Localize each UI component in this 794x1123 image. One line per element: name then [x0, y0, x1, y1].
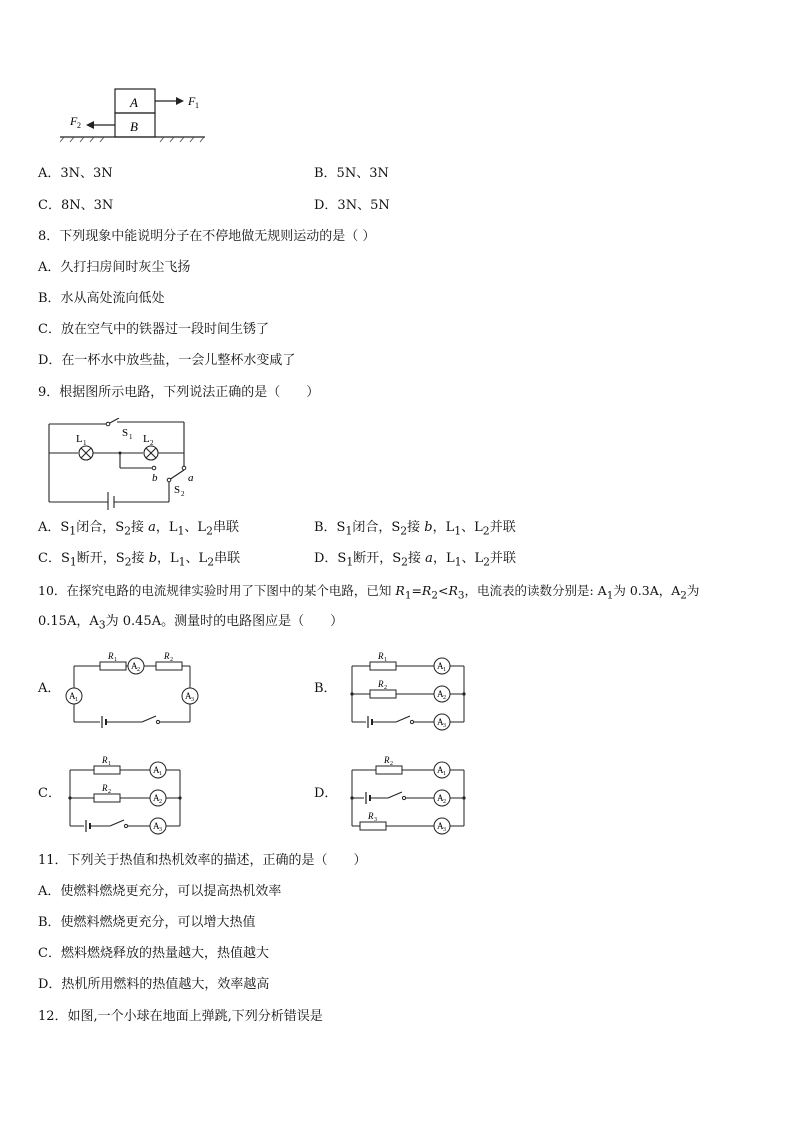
q10a-r1-label: R: [108, 651, 114, 661]
q10d-switch: [388, 792, 402, 798]
q10b-r2-sub: 2: [384, 685, 387, 691]
q10c-ammeter-3-label: A: [153, 821, 160, 831]
block-a-label: A: [130, 95, 138, 110]
q10-circuit-c: [62, 752, 192, 838]
q10-stem-line1: 10．在探究电路的电流规律实验时用了下图中的某个电路，已知 $R_1=R_2<R_3$，电流表的读数分别是: $A_1$为 0.3A，$A_2$为: [38, 583, 700, 602]
q9-b-label: b: [152, 472, 158, 484]
q10b-ammeter-1-sub: 1: [443, 667, 446, 673]
q10-label-a: A．: [38, 681, 61, 696]
q10a-r2-sub: 2: [170, 657, 173, 663]
q10a-switch-contact: [156, 720, 159, 723]
force2-label: F: [70, 114, 78, 128]
q10b-ammeter-3-label: A: [437, 717, 444, 727]
q10a-r1: [100, 662, 126, 670]
q10d-node-right: [462, 796, 465, 799]
q8-option-d: D．在一杯水中放些盐，一会儿整杯水变咸了: [38, 353, 296, 368]
q10-circuit-a: [62, 648, 212, 730]
q9-l2-label: L: [143, 433, 150, 445]
q10c-r2-label: R: [102, 783, 108, 793]
q10-stem-line2: 0.15A，$A_3$为 0.45A。测量时的电路图应是（ ）: [38, 614, 344, 632]
force1-label: F: [188, 94, 196, 108]
q10b-switch: [396, 716, 410, 722]
q12-stem: 12．如图,一个小球在地面上弹跳,下列分析错误是: [38, 1009, 323, 1024]
q10c-ammeter-2-sub: 2: [159, 799, 162, 805]
q9-s2-label: S: [174, 484, 181, 496]
q8-option-a: A．久打扫房间时灰尘飞扬: [38, 260, 191, 275]
q10b-r1: [370, 662, 396, 670]
q9-a-label: a: [188, 472, 194, 484]
q10-label-d: D．: [314, 786, 338, 801]
q10d-ammeter-2-label: A: [437, 793, 444, 803]
q10a-r2: [156, 662, 182, 670]
q9-l1-label: L: [76, 433, 83, 445]
q11-option-c: C．燃料燃烧释放的热量越大，热值越大: [38, 946, 269, 961]
q9-option-a: A．$S_1$闭合，$S_2$接 a，$L_1$、$L_2$串联: [38, 520, 239, 538]
q10a-switch: [142, 716, 156, 722]
q7-option-c: C．8N、3N: [38, 198, 114, 213]
q9-option-d: D．$S_1$断开，$S_2$接 a，$L_1$、$L_2$并联: [314, 551, 517, 569]
q10d-ammeter-3-sub: 3: [443, 827, 446, 833]
q10c-r2-sub: 2: [108, 789, 111, 795]
q10b-ammeter-2-label: A: [437, 689, 444, 699]
q8-option-c: C．放在空气中的铁器过一段时间生锈了: [38, 322, 269, 337]
q10d-r3: [360, 822, 386, 830]
q10c-r2: [94, 794, 120, 802]
q10b-r2-label: R: [378, 679, 384, 689]
q10a-ammeter-1-label: A: [69, 691, 76, 701]
q11-stem: 11．下列关于热值和热机效率的描述，正确的是（ ）: [38, 853, 367, 868]
q10c-switch-contact: [124, 824, 127, 827]
q7-option-a: A．3N、3N: [38, 166, 113, 181]
q10c-r1-sub: 1: [108, 761, 111, 767]
block-force-figure: [60, 84, 220, 146]
q10d-r3-label: R: [368, 811, 374, 821]
q10b-ammeter-1-label: A: [437, 661, 444, 671]
block-b-label: B: [130, 119, 138, 134]
q10d-node-left: [350, 796, 353, 799]
q10-circuit-d: [346, 752, 476, 838]
q9-s1-label: S: [122, 427, 129, 439]
q10b-ammeter-2-sub: 2: [443, 695, 446, 701]
q10d-r2-label: R: [384, 755, 390, 765]
q9-s1-sub: 1: [129, 433, 133, 441]
q9-circuit-diagram: [46, 418, 206, 510]
q10d-ammeter-3-label: A: [437, 821, 444, 831]
force2-sub: 2: [77, 121, 81, 130]
q10-circuit-b: [346, 648, 476, 736]
q10a-ammeter-2-label: A: [131, 661, 138, 671]
q7-option-d: D．3N、5N: [314, 198, 390, 213]
q10d-r3-sub: 3: [374, 817, 377, 823]
q10d-ammeter-2-sub: 2: [443, 799, 446, 805]
q10c-node-right: [178, 796, 181, 799]
q10b-r1-label: R: [378, 651, 384, 661]
q9-l2-sub: 2: [150, 439, 154, 447]
q10c-switch: [110, 820, 124, 826]
q9-option-c: C．$S_1$断开，$S_2$接 b，$L_1$、$L_2$串联: [38, 551, 241, 569]
q10b-r1-sub: 1: [384, 657, 387, 663]
force1-sub: 1: [195, 101, 199, 110]
q10c-r1-label: R: [102, 755, 108, 765]
q8-stem: 8．下列现象中能说明分子在不停地做无规则运动的是（ ）: [38, 229, 376, 244]
q10b-r2: [370, 690, 396, 698]
q10d-ammeter-1-label: A: [437, 765, 444, 775]
q10c-r1: [94, 766, 120, 774]
q9-s2-sub: 2: [181, 490, 185, 498]
q8-option-b: B．水从高处流向低处: [38, 291, 165, 306]
q10d-ammeter-1-sub: 1: [443, 771, 446, 777]
q10-label-b: B．: [314, 681, 337, 696]
q10c-ammeter-3-sub: 3: [159, 827, 162, 833]
q10d-switch-contact: [402, 796, 405, 799]
q10c-node-left: [68, 796, 71, 799]
q9-option-b: B．$S_1$闭合，$S_2$接 b，$L_1$、$L_2$并联: [314, 520, 516, 538]
q10a-ammeter-2-sub: 2: [137, 667, 140, 673]
q10a-ammeter-1-sub: 1: [75, 697, 78, 703]
q10a-ammeter-3-label: A: [185, 691, 192, 701]
q10d-r2-sub: 2: [390, 761, 393, 767]
q7-option-b: B．5N、3N: [314, 166, 389, 181]
q10-label-c: C．: [38, 786, 61, 801]
q10c-ammeter-1-sub: 1: [159, 771, 162, 777]
q10b-node-right: [462, 692, 465, 695]
q10a-r2-label: R: [164, 651, 170, 661]
q11-option-a: A．使燃料燃烧更充分，可以提高热机效率: [38, 884, 282, 899]
q11-option-d: D．热机所用燃料的热值越大，效率越高: [38, 977, 270, 992]
q10b-switch-contact: [410, 720, 413, 723]
q10c-ammeter-1-label: A: [153, 765, 160, 775]
q9-stem: 9．根据图所示电路，下列说法正确的是（ ）: [38, 385, 320, 400]
q10b-node-left: [350, 692, 353, 695]
q10a-r1-sub: 1: [114, 657, 117, 663]
q9-l1-sub: 1: [83, 439, 87, 447]
q10c-ammeter-2-label: A: [153, 793, 160, 803]
q10a-ammeter-3-sub: 3: [191, 697, 194, 703]
q10b-ammeter-3-sub: 3: [443, 723, 446, 729]
q10d-r2: [376, 766, 402, 774]
q11-option-b: B．使燃料燃烧更充分，可以增大热值: [38, 915, 256, 930]
